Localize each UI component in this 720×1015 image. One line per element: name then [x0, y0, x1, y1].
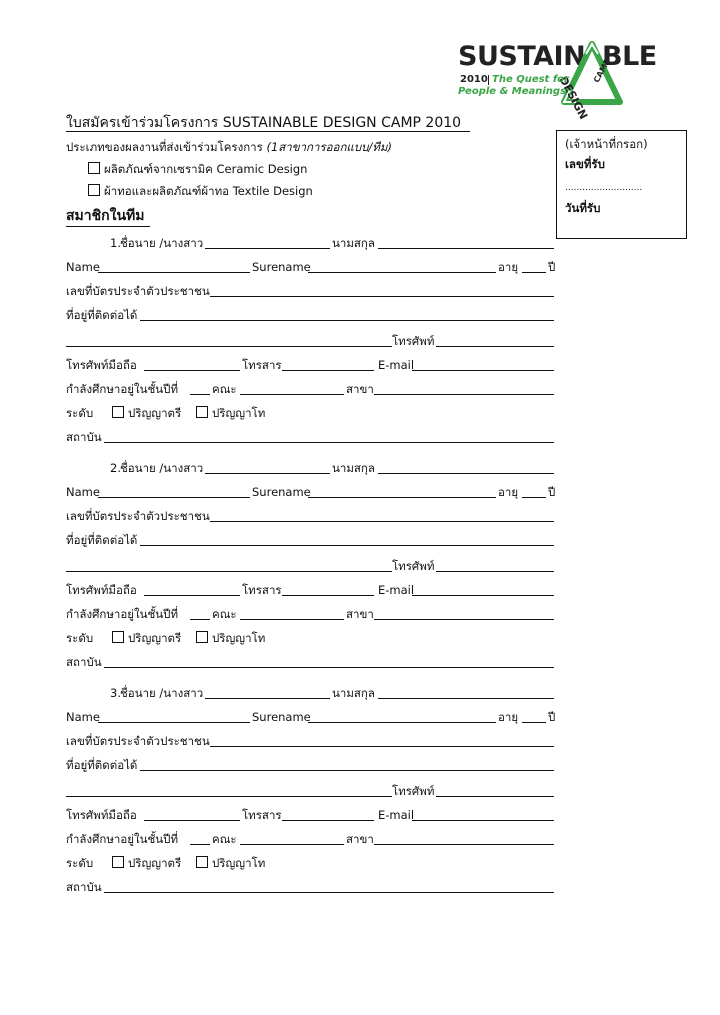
- phone-label: โทรศัพท์: [392, 559, 435, 573]
- institute-label: สถาบัน: [66, 655, 102, 669]
- phone-field[interactable]: [436, 796, 554, 797]
- id-card-field[interactable]: [210, 296, 554, 297]
- logo-badge-design: DESIGN: [556, 74, 591, 122]
- name-en-label: Name: [66, 710, 100, 724]
- thai-name-field[interactable]: [205, 248, 330, 249]
- name-prefix-label: ชื่อนาย /นางสาว: [120, 236, 204, 250]
- name-prefix-label: ชื่อนาย /นางสาว: [120, 461, 204, 475]
- mobile-label: โทรศัพท์มือถือ: [66, 358, 137, 372]
- thai-name-field[interactable]: [205, 473, 330, 474]
- surname-en-field[interactable]: [308, 722, 496, 723]
- institute-label: สถาบัน: [66, 430, 102, 444]
- master-label: ปริญญาโท: [212, 406, 266, 420]
- address-field-2[interactable]: [66, 796, 392, 797]
- id-card-label: เลขที่บัตรประจำตัวประชาชน: [66, 509, 210, 523]
- surname-en-label: Surename: [252, 710, 311, 724]
- member-number: 1.: [110, 236, 121, 250]
- member-block: [0, 236, 720, 456]
- bachelor-label: ปริญญาตรี: [128, 406, 182, 420]
- thai-surname-label: นามสกุล: [332, 461, 375, 475]
- faculty-label: คณะ: [212, 607, 237, 621]
- id-card-field[interactable]: [210, 746, 554, 747]
- email-label: E-mail: [378, 358, 415, 372]
- thai-surname-field[interactable]: [378, 698, 554, 699]
- member-block: [0, 461, 720, 681]
- major-label: สาขา: [346, 382, 374, 396]
- phone-label: โทรศัพท์: [392, 784, 435, 798]
- members-heading: สมาชิกในทีม: [66, 208, 145, 224]
- email-field[interactable]: [412, 370, 554, 371]
- thai-name-field[interactable]: [205, 698, 330, 699]
- fax-field[interactable]: [282, 595, 374, 596]
- member-number: 2.: [110, 461, 121, 475]
- textile-option-label: ผ้าทอและผลิตภัณฑ์ผ้าทอ Textile Design: [104, 184, 313, 198]
- id-card-label: เลขที่บัตรประจำตัวประชาชน: [66, 284, 210, 298]
- id-card-label: เลขที่บัตรประจำตัวประชาชน: [66, 734, 210, 748]
- fax-label: โทรสาร: [242, 358, 282, 372]
- age-label: อายุ: [498, 710, 519, 724]
- thai-surname-label: นามสกุล: [332, 236, 375, 250]
- level-label: ระดับ: [66, 406, 94, 420]
- master-checkbox[interactable]: [196, 406, 208, 418]
- faculty-label: คณะ: [212, 382, 237, 396]
- bachelor-checkbox[interactable]: [112, 406, 124, 418]
- name-en-label: Name: [66, 485, 100, 499]
- textile-checkbox[interactable]: [88, 184, 100, 196]
- phone-field[interactable]: [436, 571, 554, 572]
- age-label: อายุ: [498, 260, 519, 274]
- studying-year-field[interactable]: [190, 844, 210, 845]
- master-label: ปริญญาโท: [212, 856, 266, 870]
- logo-tagline-1: The Quest for: [492, 74, 569, 85]
- logo-word-sustain: SUSTAIN: [458, 41, 586, 72]
- studying-year-label: กำลังศึกษาอยู่ในชั้นปีที่: [66, 832, 179, 846]
- faculty-field[interactable]: [240, 394, 344, 395]
- faculty-field[interactable]: [240, 844, 344, 845]
- address-label: ที่อยู่ที่ติดต่อได้: [66, 308, 138, 322]
- age-field[interactable]: [522, 272, 546, 273]
- id-card-field[interactable]: [210, 521, 554, 522]
- age-field[interactable]: [522, 497, 546, 498]
- bachelor-label: ปริญญาตรี: [128, 631, 182, 645]
- address-field[interactable]: [140, 545, 554, 546]
- studying-year-field[interactable]: [190, 394, 210, 395]
- fax-label: โทรสาร: [242, 583, 282, 597]
- office-dots: ...........................: [565, 183, 643, 193]
- surname-en-field[interactable]: [308, 497, 496, 498]
- logo-word-ble: BLE: [602, 41, 657, 72]
- office-title: (เจ้าหน้าที่กรอก): [565, 137, 648, 151]
- name-en-field[interactable]: [98, 272, 250, 273]
- age-label: อายุ: [498, 485, 519, 499]
- master-checkbox[interactable]: [196, 631, 208, 643]
- fax-field[interactable]: [282, 820, 374, 821]
- surname-en-label: Surename: [252, 485, 311, 499]
- address-field[interactable]: [140, 770, 554, 771]
- fax-field[interactable]: [282, 370, 374, 371]
- address-label: ที่อยู่ที่ติดต่อได้: [66, 758, 138, 772]
- institute-field[interactable]: [104, 892, 554, 893]
- name-prefix-label: ชื่อนาย /นางสาว: [120, 686, 204, 700]
- logo-tagline-2: People & Meanings: [458, 86, 567, 97]
- email-label: E-mail: [378, 808, 415, 822]
- ceramic-checkbox[interactable]: [88, 162, 100, 174]
- institute-label: สถาบัน: [66, 880, 102, 894]
- major-field[interactable]: [374, 619, 554, 620]
- faculty-label: คณะ: [212, 832, 237, 846]
- mobile-field[interactable]: [144, 595, 240, 596]
- email-field[interactable]: [412, 595, 554, 596]
- title-underline: [66, 131, 470, 132]
- logo: [456, 40, 657, 122]
- bachelor-label: ปริญญาตรี: [128, 856, 182, 870]
- address-field-2[interactable]: [66, 571, 392, 572]
- ceramic-option-label: ผลิตภัณฑ์จากเซรามิค Ceramic Design: [104, 162, 308, 176]
- logo-year: 2010: [460, 74, 488, 85]
- institute-field[interactable]: [104, 667, 554, 668]
- surname-en-field[interactable]: [308, 272, 496, 273]
- logo-divider: [488, 75, 489, 85]
- office-received-no: เลขที่รับ: [565, 157, 605, 171]
- name-en-label: Name: [66, 260, 100, 274]
- year-unit-label: ปี: [548, 710, 556, 724]
- members-heading-underline: [66, 226, 150, 227]
- institute-field[interactable]: [104, 442, 554, 443]
- phone-field[interactable]: [436, 346, 554, 347]
- faculty-field[interactable]: [240, 619, 344, 620]
- thai-surname-label: นามสกุล: [332, 686, 375, 700]
- mobile-field[interactable]: [144, 820, 240, 821]
- thai-surname-field[interactable]: [378, 473, 554, 474]
- major-label: สาขา: [346, 832, 374, 846]
- master-checkbox[interactable]: [196, 856, 208, 868]
- studying-year-label: กำลังศึกษาอยู่ในชั้นปีที่: [66, 382, 179, 396]
- fax-label: โทรสาร: [242, 808, 282, 822]
- category-label-text: ประเภทของผลงานที่ส่งเข้าร่วมโครงการ: [66, 140, 263, 154]
- address-field-2[interactable]: [66, 346, 392, 347]
- thai-surname-field[interactable]: [378, 248, 554, 249]
- category-note: (1สาขาการออกแบบ/ทีม): [266, 140, 392, 154]
- address-label: ที่อยู่ที่ติดต่อได้: [66, 533, 138, 547]
- year-unit-label: ปี: [548, 260, 556, 274]
- major-field[interactable]: [374, 394, 554, 395]
- address-field[interactable]: [140, 320, 554, 321]
- surname-en-label: Surename: [252, 260, 311, 274]
- major-label: สาขา: [346, 607, 374, 621]
- age-field[interactable]: [522, 722, 546, 723]
- category-label: [66, 140, 392, 154]
- mobile-label: โทรศัพท์มือถือ: [66, 808, 137, 822]
- bachelor-checkbox[interactable]: [112, 631, 124, 643]
- mobile-label: โทรศัพท์มือถือ: [66, 583, 137, 597]
- studying-year-field[interactable]: [190, 619, 210, 620]
- form-title: ใบสมัครเข้าร่วมโครงการ SUSTAINABLE DESIGN CAMP 2010: [66, 115, 462, 131]
- member-number: 3.: [110, 686, 121, 700]
- level-label: ระดับ: [66, 631, 94, 645]
- master-label: ปริญญาโท: [212, 631, 266, 645]
- name-en-field[interactable]: [98, 497, 250, 498]
- email-label: E-mail: [378, 583, 415, 597]
- studying-year-label: กำลังศึกษาอยู่ในชั้นปีที่: [66, 607, 179, 621]
- office-received-date: วันที่รับ: [565, 201, 601, 215]
- bachelor-checkbox[interactable]: [112, 856, 124, 868]
- mobile-field[interactable]: [144, 370, 240, 371]
- member-block: [0, 686, 720, 906]
- level-label: ระดับ: [66, 856, 94, 870]
- office-use-box: [556, 130, 687, 239]
- major-field[interactable]: [374, 844, 554, 845]
- year-unit-label: ปี: [548, 485, 556, 499]
- phone-label: โทรศัพท์: [392, 334, 435, 348]
- name-en-field[interactable]: [98, 722, 250, 723]
- logo-badge-camp: CAMP: [592, 57, 613, 85]
- email-field[interactable]: [412, 820, 554, 821]
